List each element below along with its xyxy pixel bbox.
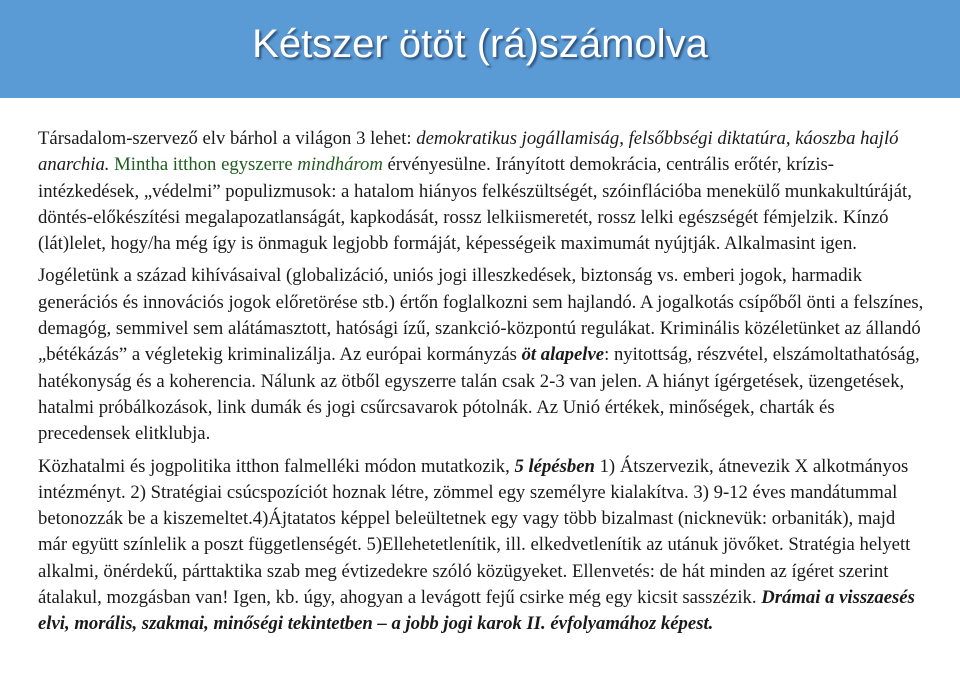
text-run: Társadalom-szervező elv bárhol a világon 3 lehet: bbox=[38, 128, 417, 149]
paragraph-legal-life bbox=[38, 263, 928, 447]
emphasis-run: mindhárom bbox=[297, 154, 383, 176]
paragraph-governance bbox=[38, 126, 928, 257]
text-run: 1) Átszervezik, átnevezik X alkotmányos intézményt. 2) Stratégiai csúcspozíciót hoznak létre, zömmel egy személyre kialakítva. 3) 9-12 éves mandátummal betonozzák be a kiszemeltet.4)Ájtatatos képpel beleültetnek egy vagy több bizalmast (nicknevük: orbaniták), majd már együtt színlelik a poszt függetlenségét. 5)Ellehetetlenítik, ill. elkedvetlenítik az utánuk jövőket. Stratégia helyett alkalmi, önérdekű, párttaktika szab meg évtizedekre szóló közügyeket. Ellenvetés: de hát minden az ígéret szerint átalakul, mozgásban van! Igen, kb. úgy, ahogyan a levágott fejű csirke még egy kicsit sasszézik. bbox=[38, 455, 911, 609]
title-band bbox=[0, 0, 960, 98]
paragraph-five-steps bbox=[38, 454, 928, 638]
text-run: Jogéletünk a század kihívásaival (globalizáció, uniós jogi illeszkedések, biztonság vs. emberi jogok, harmadik generációs és innovációs jogok előretörése stb.) értőn foglalkozni sem hajlandó. A jogalkotás csípőből önti a felszínes, demagóg, semmivel sem alátámasztott, hatósági ízű, szankció-központú regulákat. Kriminális közéletünket az állandó „bétékázás” a végletekig kriminalizálja. Az európai kormányzás bbox=[38, 265, 924, 366]
text-run: : nyitottság, részvétel, elszámoltathatóság, hatékonyság és a koherencia. Nálunk az ötből egyszerre talán csak 2-3 van jelen. A hiányt ígérgetések, üzengetések, hatalmi próbálkozások, link dumák és jogi csűrcsavarok pótolnák. Az Unió értékek, minőségek, charták és precedensek elitklubja. bbox=[38, 344, 920, 445]
slide-body bbox=[38, 126, 928, 644]
emphasis-run: öt alapelve bbox=[521, 344, 605, 366]
slide-title: Kétszer ötöt (rá)számolva bbox=[252, 22, 708, 66]
text-run: Irányított demokrácia, centrális erőtér, krízis-intézkedések, „védelmi” populizmusok: a hatalom hiányos felkészültségét, szóinflációba menekülő munkakultúráját, döntés-előkészítési megalapozatlanságát, kapkodását, rossz lelkiismeretét, rossz lelki egészségét fémjelzik. Kínzó (lát)lelet, hogy/ha még így is önmaguk legjobb formáját, képességeik maximumát nyújtják. Alkalmasint igen. bbox=[38, 154, 912, 255]
emphasis-run: demokratikus jogállamiság, felsőbbségi diktatúra, káoszba hajló anarchia. bbox=[38, 128, 899, 176]
emphasis-run: 5 lépésben bbox=[514, 455, 595, 477]
text-run: érvényesülne. bbox=[382, 154, 491, 176]
emphasis-run: Drámai a visszaesés elvi, morális, szakmai, minőségi tekintetben – a jobb jogi karok II. évfolyamához képest. bbox=[38, 587, 915, 635]
highlight-run: Mintha itthon egyszerre bbox=[109, 154, 298, 176]
text-run: Közhatalmi és jogpolitika itthon falmelléki módon mutatkozik, bbox=[38, 455, 515, 477]
